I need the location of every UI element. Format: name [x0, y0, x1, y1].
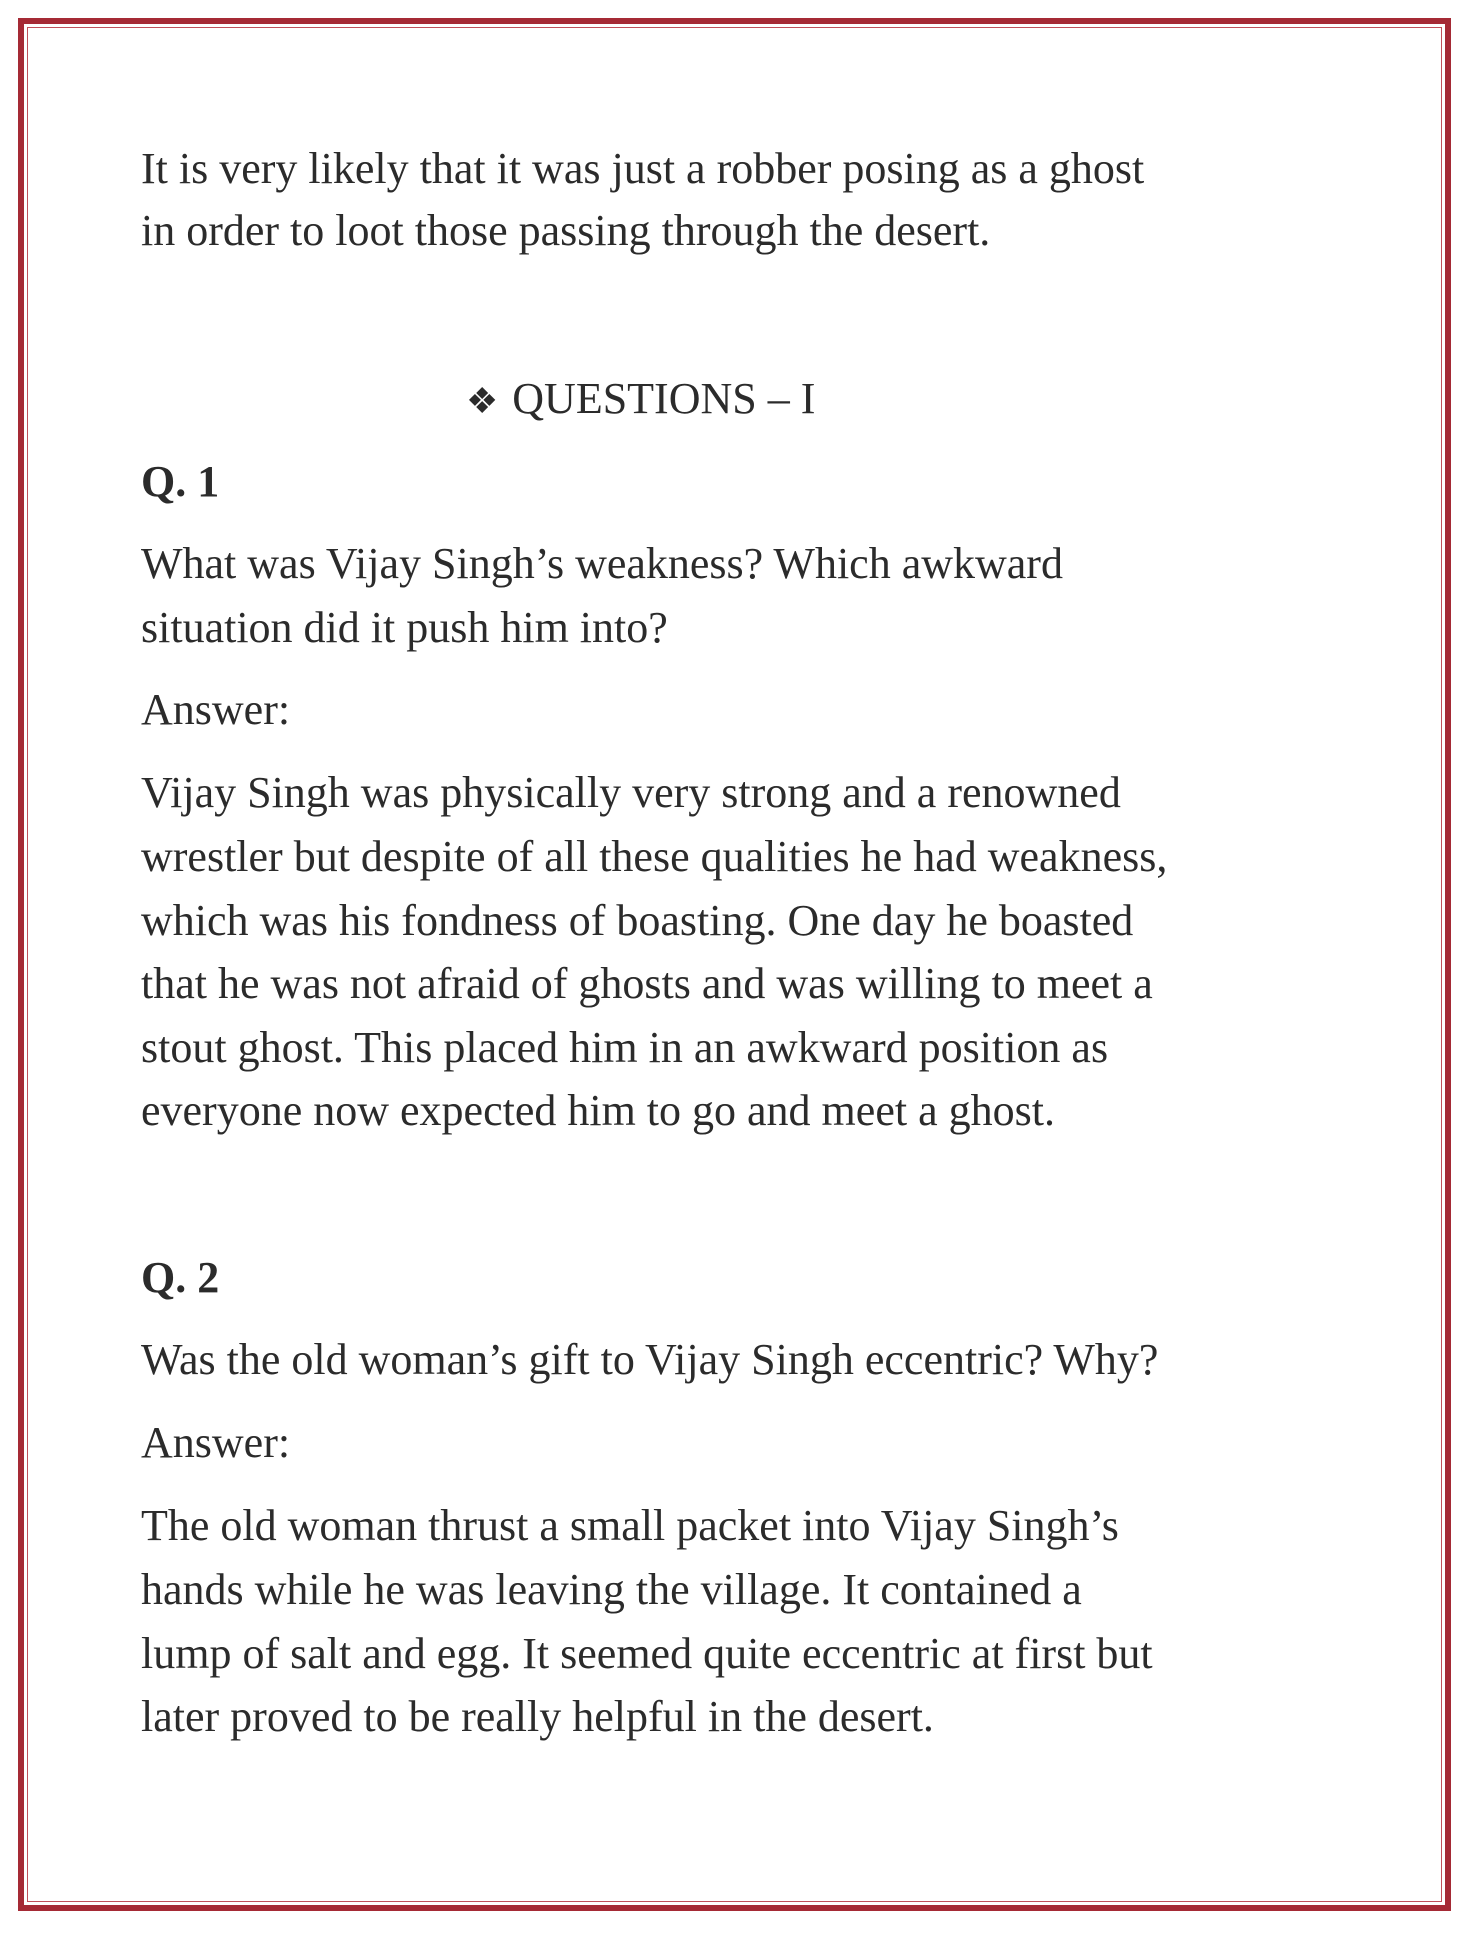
answer-line: wrestler but despite of all these qualities he had weakness, [141, 832, 1168, 881]
answer-line: that he was not afraid of ghosts and was willing to meet a [141, 959, 1153, 1008]
question-text: situation did it push him into? [141, 603, 668, 652]
question-text: Was the old woman’s gift to Vijay Singh eccentric? Why? [141, 1335, 1159, 1384]
section-title: QUESTIONS – I [512, 374, 816, 423]
answer-line: which was his fondness of boasting. One day he boasted [141, 896, 1134, 945]
intro-line: It is very likely that it was just a robber posing as a ghost [141, 144, 1145, 193]
answer-line: stout ghost. This placed him in an awkward position as [141, 1023, 1109, 1072]
answer-line: Vijay Singh was physically very strong and a renowned [141, 768, 1121, 817]
answer-line: lump of salt and egg. It seemed quite eccentric at first but [141, 1629, 1153, 1678]
question-label: Q. 1 [141, 457, 220, 506]
diamond-ornament-icon: ❖ [466, 381, 499, 421]
question-label: Q. 2 [141, 1253, 220, 1302]
answer-line: later proved to be really helpful in the desert. [141, 1692, 934, 1741]
section-heading [466, 374, 816, 423]
answer-line: hands while he was leaving the village. It contained a [141, 1565, 1082, 1614]
intro-line: in order to loot those passing through the desert. [141, 206, 991, 255]
answer-line: The old woman thrust a small packet into Vijay Singh’s [141, 1501, 1119, 1550]
answer-label: Answer: [141, 685, 291, 734]
question-text: What was Vijay Singh’s weakness? Which awkward [141, 539, 1063, 588]
answer-label: Answer: [141, 1418, 291, 1467]
answer-line: everyone now expected him to go and meet a ghost. [141, 1086, 1055, 1135]
